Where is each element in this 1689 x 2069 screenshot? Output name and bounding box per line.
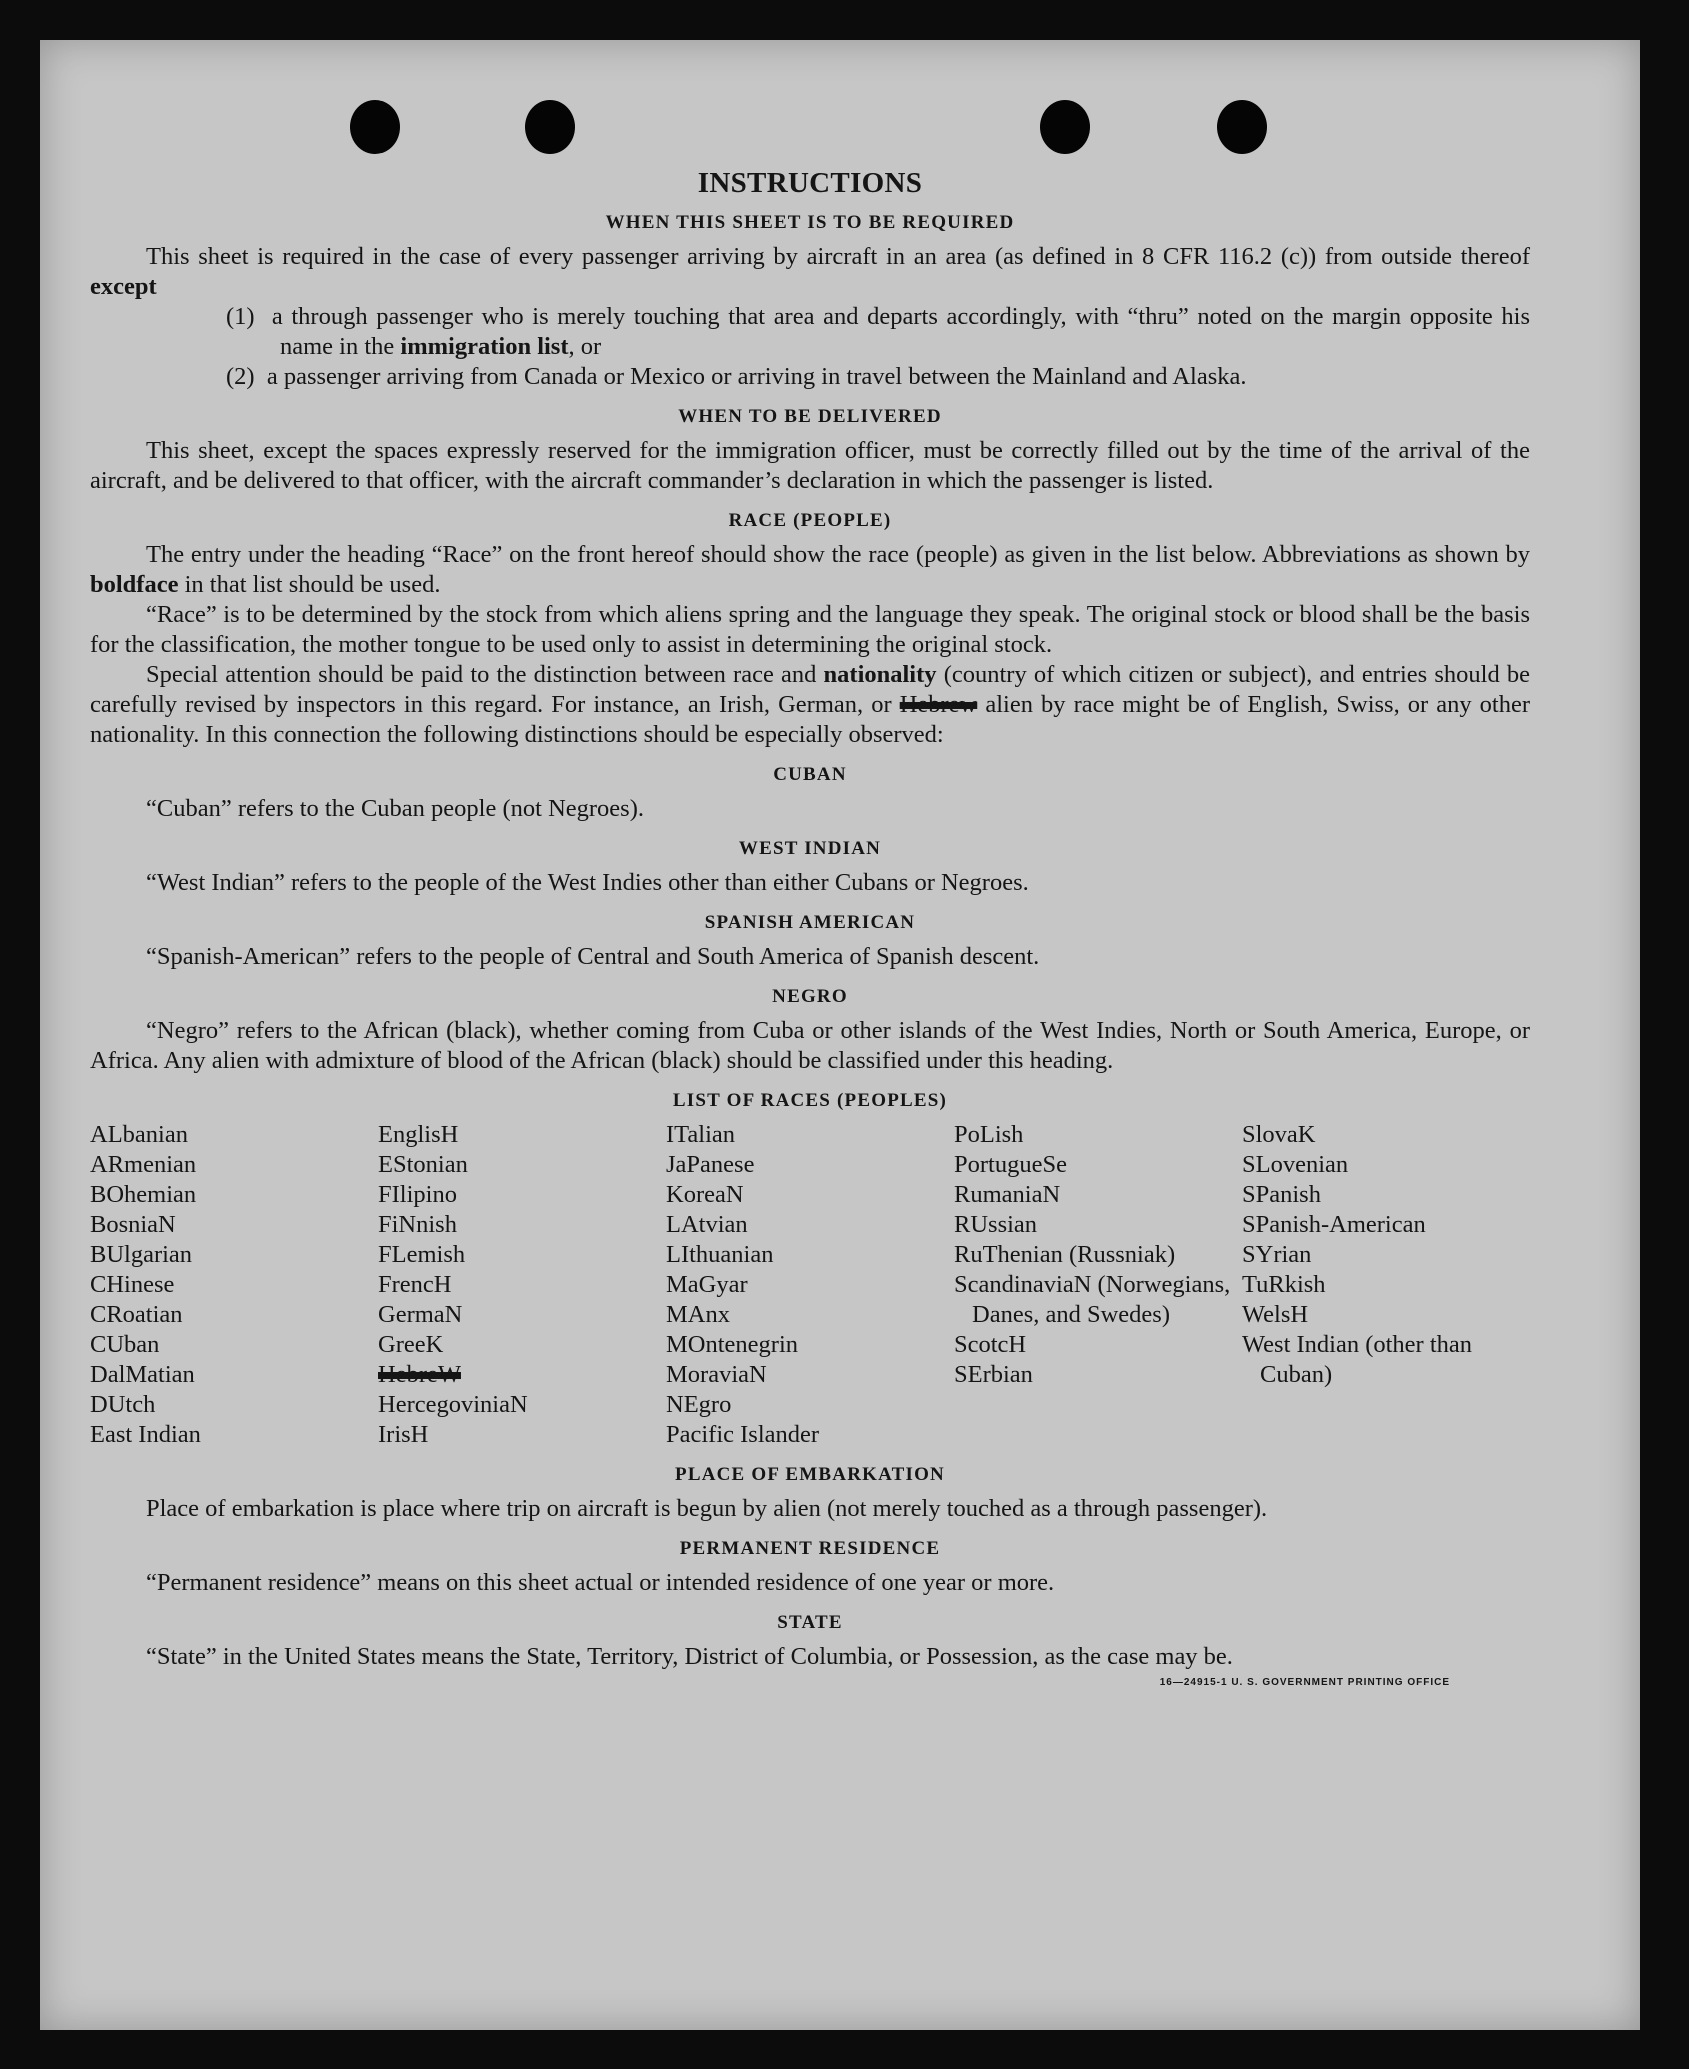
race-item: DUtch bbox=[90, 1391, 156, 1418]
required-intro: This sheet is required in the case of every passenger arriving by aircraft in an area (as defined in 8 CFR 116.2 (c)) from outside thereof except bbox=[90, 243, 1530, 300]
race-item: RUssian bbox=[954, 1211, 1038, 1238]
race-item: CHinese bbox=[90, 1271, 175, 1298]
race-item: ITalian bbox=[666, 1121, 736, 1148]
race-item: EStonian bbox=[378, 1151, 468, 1178]
race-column-5 bbox=[1242, 1120, 1530, 1450]
race-column-1 bbox=[90, 1120, 378, 1450]
race-item: IrisH bbox=[378, 1421, 429, 1448]
west-indian-text: “West Indian” refers to the people of the West Indies other than either Cubans or Negroes. bbox=[146, 869, 1029, 896]
race-item: DalMatian bbox=[90, 1361, 195, 1388]
race-item: TuRkish bbox=[1242, 1271, 1326, 1298]
race-item: SYrian bbox=[1242, 1241, 1312, 1268]
race-item-redacted: HebreW bbox=[378, 1361, 461, 1388]
punch-hole bbox=[525, 100, 575, 154]
race-item: BOhemian bbox=[90, 1181, 197, 1208]
race-item: MOntenegrin bbox=[666, 1331, 798, 1358]
spanish-american-text: “Spanish-American” refers to the people of Central and South America of Spanish descent. bbox=[146, 943, 1040, 970]
race-item: HercegoviniaN bbox=[378, 1391, 528, 1418]
race-item: BUlgarian bbox=[90, 1241, 193, 1268]
document-body bbox=[90, 167, 1531, 1688]
race-item: FIlipino bbox=[378, 1181, 457, 1208]
state-text: “State” in the United States means the State, Territory, District of Columbia, or Possession, as the case may be. bbox=[146, 1643, 1233, 1670]
required-item-2: (2) a passenger arriving from Canada or Mexico or arriving in travel between the Mainland and Alaska. bbox=[226, 363, 1247, 390]
delivered-text: This sheet, except the spaces expressly reserved for the immigration officer, must be correctly filled out by the time of the arrival of the aircraft, and be delivered to that officer, with the aircraft commander’s declaration in which the passenger is listed. bbox=[90, 437, 1530, 494]
page-title: INSTRUCTIONS bbox=[697, 167, 923, 199]
race-item: SlovaK bbox=[1242, 1121, 1316, 1148]
race-item: PoLish bbox=[954, 1121, 1024, 1148]
race-item: CRoatian bbox=[90, 1301, 183, 1328]
race-item: SLovenian bbox=[1242, 1151, 1349, 1178]
race-item: PortugueSe bbox=[954, 1151, 1067, 1178]
race-item: SPanish bbox=[1242, 1181, 1321, 1208]
race-item: MaGyar bbox=[666, 1271, 748, 1298]
heading-list-of-races: LIST OF RACES (PEOPLES) bbox=[672, 1090, 948, 1111]
race-item: LIthuanian bbox=[666, 1241, 774, 1268]
race-item: CUban bbox=[90, 1331, 160, 1358]
race-item: Pacific Islander bbox=[666, 1421, 820, 1448]
race-column-4 bbox=[954, 1120, 1242, 1450]
race-item: EnglisH bbox=[378, 1121, 459, 1148]
race-item: KoreaN bbox=[666, 1181, 744, 1208]
race-list bbox=[90, 1120, 1530, 1450]
race-paragraph-2: “Race” is to be determined by the stock from which aliens spring and the language they speak. The original stock or blood shall be the basis for the classification, the mother tongue to be used only to assist in determining the original stock. bbox=[90, 601, 1530, 658]
race-item: ScandinaviaN (Norwegians, Danes, and Swedes) bbox=[954, 1271, 1231, 1328]
heading-negro: NEGRO bbox=[772, 986, 848, 1007]
heading-permanent-residence: PERMANENT RESIDENCE bbox=[679, 1538, 941, 1559]
document-page bbox=[40, 40, 1640, 2030]
punch-hole bbox=[1040, 100, 1090, 154]
heading-when-required: WHEN THIS SHEET IS TO BE REQUIRED bbox=[605, 212, 1015, 233]
race-item: MAnx bbox=[666, 1301, 730, 1328]
printer-imprint: 16—24915-1 U. S. GOVERNMENT PRINTING OFFICE bbox=[1159, 1677, 1450, 1688]
race-item: RumaniaN bbox=[954, 1181, 1061, 1208]
race-item: WelsH bbox=[1242, 1301, 1309, 1328]
punch-hole bbox=[1217, 100, 1267, 154]
race-item: East Indian bbox=[90, 1421, 201, 1448]
heading-west-indian: WEST INDIAN bbox=[738, 838, 882, 859]
race-item: GermaN bbox=[378, 1301, 463, 1328]
race-item: BosniaN bbox=[90, 1211, 176, 1238]
heading-place-of-embarkation: PLACE OF EMBARKATION bbox=[675, 1464, 945, 1485]
required-item-1: (1) a through passenger who is merely touching that area and departs accordingly, with “thru” noted on the margin opposite his name in the immigration list, or bbox=[226, 303, 1530, 360]
heading-race: RACE (PEOPLE) bbox=[728, 510, 892, 531]
residence-text: “Permanent residence” means on this sheet actual or intended residence of one year or more. bbox=[146, 1569, 1055, 1596]
race-paragraph-3: Special attention should be paid to the distinction between race and nationality (country of which citizen or subject), and entries should be carefully revised by inspectors in this regard. For instance, an Irish, German, or Hebrew alien by race might be of English, Swiss, or any other nationality. In this connection the following distinctions should be especially observed: bbox=[90, 661, 1531, 748]
race-paragraph-1: The entry under the heading “Race” on the front hereof should show the race (people) as given in the list below. Abbreviations as shown by boldface in that list should be used. bbox=[90, 541, 1530, 598]
race-column-3 bbox=[666, 1120, 954, 1450]
heading-state: STATE bbox=[777, 1612, 843, 1633]
race-item: JaPanese bbox=[666, 1151, 755, 1178]
race-item: GreeK bbox=[378, 1331, 444, 1358]
race-item: FLemish bbox=[378, 1241, 466, 1268]
heading-cuban: CUBAN bbox=[773, 764, 847, 785]
race-item: NEgro bbox=[666, 1391, 732, 1418]
punch-hole bbox=[350, 100, 400, 154]
race-item: ScotcH bbox=[954, 1331, 1027, 1358]
embarkation-text: Place of embarkation is place where trip on aircraft is begun by alien (not merely touched as a through passenger). bbox=[146, 1495, 1268, 1522]
race-item: MoraviaN bbox=[666, 1361, 767, 1388]
race-item: FrencH bbox=[378, 1271, 452, 1298]
cuban-text: “Cuban” refers to the Cuban people (not Negroes). bbox=[146, 795, 644, 822]
race-item: ARmenian bbox=[90, 1151, 197, 1178]
heading-when-delivered: WHEN TO BE DELIVERED bbox=[678, 406, 942, 427]
race-column-2 bbox=[378, 1120, 666, 1450]
race-item: LAtvian bbox=[666, 1211, 748, 1238]
race-item: FiNnish bbox=[378, 1211, 457, 1238]
race-item: RuThenian (Russniak) bbox=[954, 1241, 1176, 1268]
heading-spanish-american: SPANISH AMERICAN bbox=[704, 912, 916, 933]
race-item: SPanish-American bbox=[1242, 1211, 1426, 1238]
race-item: SErbian bbox=[954, 1361, 1033, 1388]
race-item: West Indian (other than Cuban) bbox=[1242, 1331, 1473, 1388]
redacted-word: Hebrew bbox=[899, 691, 978, 718]
negro-text: “Negro” refers to the African (black), whether coming from Cuba or other islands of the West Indies, North or South America, Europe, or Africa. Any alien with admixture of blood of the African (black) should be classified under this heading. bbox=[90, 1017, 1530, 1074]
race-item: ALbanian bbox=[90, 1121, 188, 1148]
